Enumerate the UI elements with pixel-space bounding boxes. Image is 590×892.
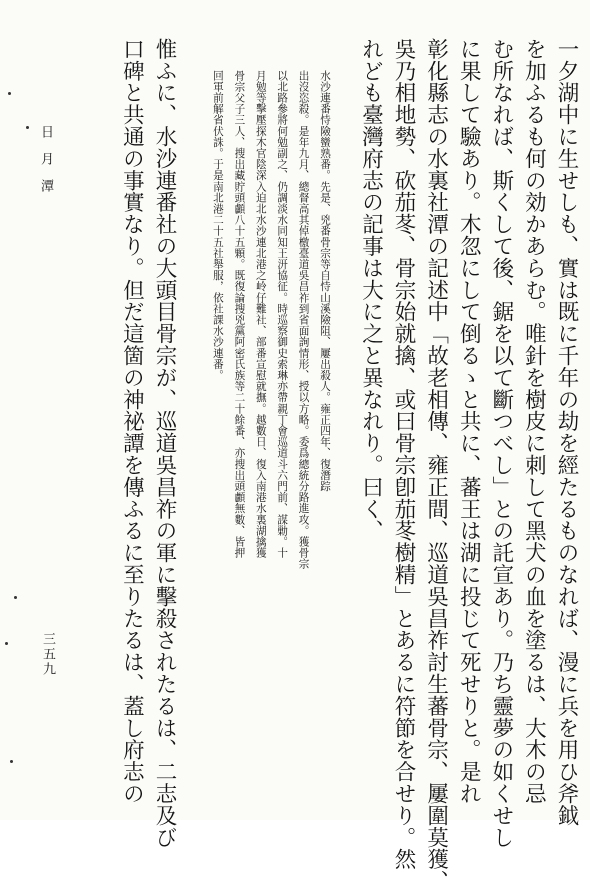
note-line: 出沒恣殺。是年九月、總督高其倬檄臺道吳昌祚到省面詢情形、授以方略。委爲總統分路進攻。獲骨宗	[297, 70, 310, 570]
main-text-line: に果して驗あり。木忽にして倒るゝと共に、蕃王は湖に投じて死せりと。是れ	[456, 38, 482, 805]
note-line: 以北路參將何勉副之、仍調淡水同知王汧協征。時巡察御史索琳亦帶親丁會巡道斗六門前、謀勦。十	[276, 70, 289, 559]
scan-speck	[5, 642, 8, 645]
main-text-line: む所なれば、斯くして後、鋸を以て斷つべし」との託宣あり。乃ち靈夢の如くせし	[488, 38, 514, 849]
note-line: 月勉等擊壓探木官陰深入迫北水沙連北港之岭仔難社、部番宣慰就撫。越數日、復入南港水裏湖擒獲	[254, 70, 267, 559]
scan-speck	[8, 92, 11, 95]
main-text-block	[354, 38, 582, 892]
main-text-line: 口碑と共通の事實なり。但だ這箇の神祕譚を傳ふるに至りたるは、蓋し府志の	[119, 38, 145, 805]
main-text-line: 一夕湖中に生せしも、實は既に千年の劫を經たるものなれば、漫に兵を用ひ斧鉞	[554, 38, 579, 827]
main-text-line: 彰化縣志の水裏社潭の記述中「故老相傳、雍正間、巡道吳昌祚討生蕃骨宗、屢圍莫獲、	[423, 38, 449, 892]
note-line: 水沙連番恃險蠻熟番。先是、兇番骨宗等自恃山溪險阻、屢出殺人。雍正四年、復潛踪	[319, 70, 331, 492]
main-text-line: を加ふるも何の効かあらむ。唯針を樹皮に刺して黑犬の血を塗るは、大木の忌	[521, 38, 547, 805]
scan-speck	[14, 596, 17, 599]
quoted-note-block	[207, 70, 335, 815]
main-text-line: 吳乃相地勢、砍茄苳、骨宗始就擒、或曰骨宗卽茄苳樹精」とあるに符節を合せり。然	[391, 38, 417, 871]
note-line: 回軍前解省伏誅。于是南北港二十五社舉服，依社課水沙連番。	[211, 70, 224, 381]
main-text-line: 惟ふに、水沙連番社の大頭目骨宗が、巡道吳昌祚の軍に擊殺されたるは、二志及び	[152, 38, 177, 849]
main-text-line: れども臺灣府志の記事は大に之と異なれり。曰く、	[358, 38, 384, 542]
main-text-block-continued	[115, 38, 180, 849]
note-line: 骨宗父子三人、搜出藏貯頭顱八十五顆。既復論搜兇黨阿密氏族等二十餘番、亦搜出頭顱無數、皆押	[233, 70, 246, 559]
page-number: 三五九	[40, 632, 55, 677]
running-title: 日月潭	[38, 125, 53, 206]
scan-speck	[26, 126, 29, 129]
scan-speck	[10, 760, 13, 763]
